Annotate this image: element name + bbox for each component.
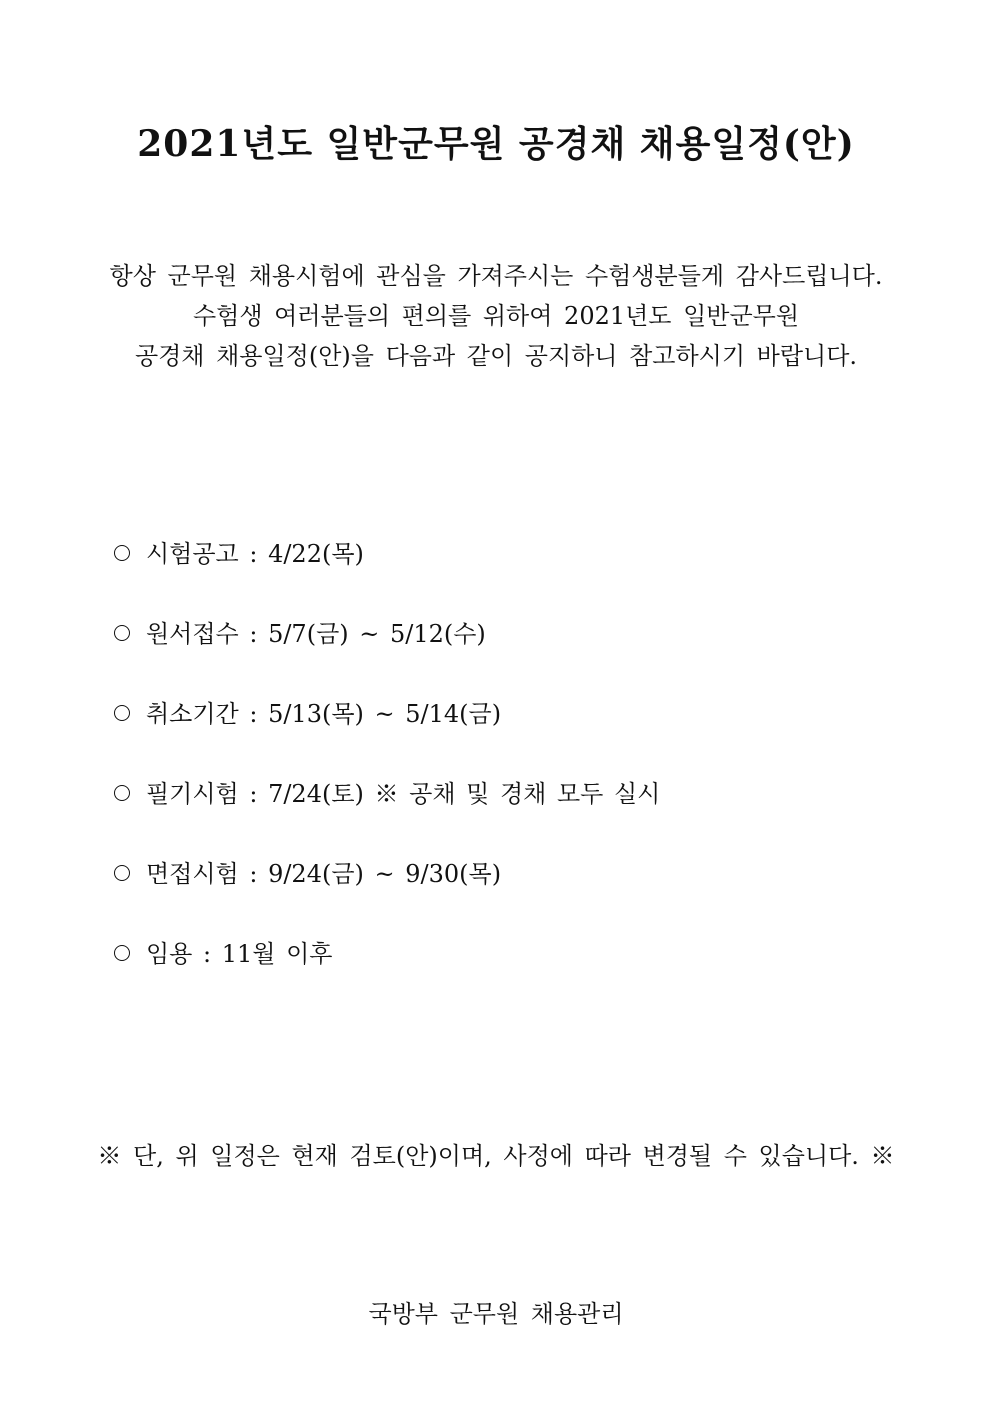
schedule-item-text: 원서접수 : 5/7(금) ~ 5/12(수) [146, 620, 486, 648]
schedule-item-application [114, 614, 934, 694]
schedule-list [114, 534, 934, 1014]
circle-bullet-icon [114, 865, 130, 881]
circle-bullet-icon [114, 705, 130, 721]
schedule-change-notice: ※ 단, 위 일정은 현재 검토(안)이며, 사정에 따라 변경될 수 있습니다. ※ [97, 1142, 895, 1170]
schedule-item-text: 면접시험 : 9/24(금) ~ 9/30(목) [146, 860, 502, 888]
schedule-item-text: 시험공고 : 4/22(목) [146, 540, 364, 568]
circle-bullet-icon [114, 945, 130, 961]
schedule-item-appointment [114, 934, 934, 1014]
intro-line-2: 수험생 여러분들의 편의를 위하여 2021년도 일반군무원 [192, 302, 800, 330]
circle-bullet-icon [114, 625, 130, 641]
circle-bullet-icon [114, 545, 130, 561]
intro-line-3: 공경채 채용일정(안)을 다음과 같이 공지하니 참고하시기 바랍니다. [134, 342, 858, 370]
schedule-item-written-exam [114, 774, 934, 854]
intro-paragraph [0, 256, 992, 376]
schedule-item-text: 필기시험 : 7/24(토) ※ 공채 및 경채 모두 실시 [146, 780, 661, 808]
schedule-item-text: 임용 : 11월 이후 [146, 940, 333, 968]
circle-bullet-icon [114, 785, 130, 801]
schedule-item-cancellation [114, 694, 934, 774]
schedule-item-exam-notice [114, 534, 934, 614]
intro-line-1: 항상 군무원 채용시험에 관심을 가져주시는 수험생분들게 감사드립니다. [109, 262, 883, 290]
schedule-item-text: 취소기간 : 5/13(목) ~ 5/14(금) [146, 700, 502, 728]
page-title: 2021년도 일반군무원 공경채 채용일정(안) [137, 123, 855, 165]
schedule-item-interview [114, 854, 934, 934]
issuer-footer: 국방부 군무원 채용관리 [368, 1300, 624, 1328]
